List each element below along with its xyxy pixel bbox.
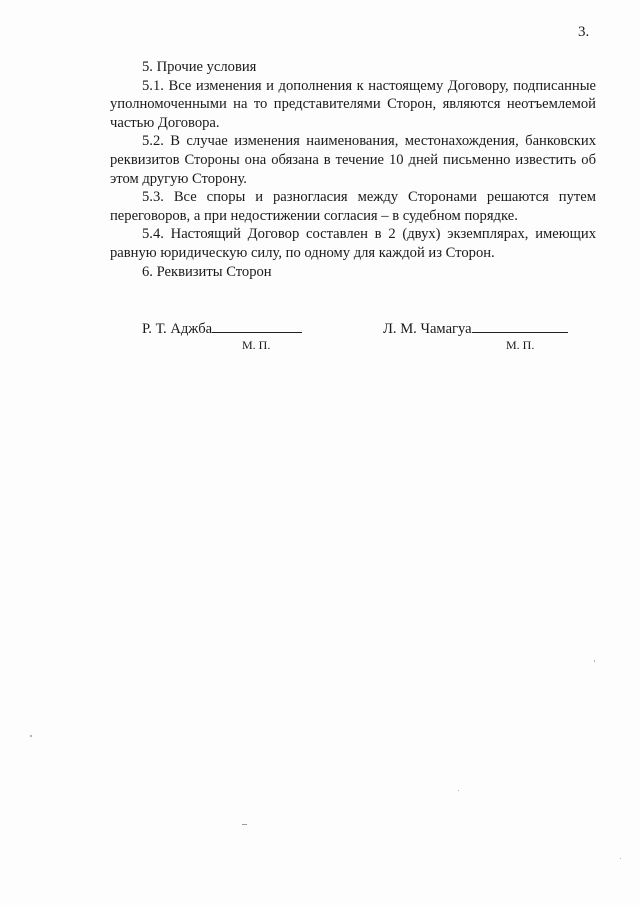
scan-speck (594, 660, 595, 662)
signature-line-right (472, 318, 568, 333)
section-6-heading: 6. Реквизиты Сторон (142, 263, 272, 280)
scan-speck (30, 735, 32, 737)
scan-speck (242, 824, 247, 825)
signature-line-left (212, 318, 302, 333)
stamp-label-left: М. П. (242, 338, 271, 352)
signature-left (142, 318, 302, 338)
signature-right (383, 318, 568, 338)
stamp-label-right: М. П. (506, 338, 535, 352)
paragraph-5-2: 5.2. В случае изменения наименования, местонахождения, банковских реквизитов Стороны она обязана в течение 10 дней письменно известить об этом другую Сторону. (110, 133, 596, 187)
document-body (110, 58, 596, 281)
section-5-heading: 5. Прочие условия (142, 59, 257, 75)
scan-speck (620, 858, 621, 859)
signatory-name-left: Р. Т. Аджба (142, 321, 213, 337)
paragraph-5-4: 5.4. Настоящий Договор составлен в 2 (двух) экземплярах, имеющих равную юридическую силу, по одному для каждой из Сторон. (110, 226, 596, 261)
signature-block (0, 318, 640, 358)
paragraph-5-3: 5.3. Все споры и разногласия между Сторонами решаются путем переговоров, а при недостижении согласия – в судебном порядке. (110, 189, 596, 224)
signatory-name-right: Л. М. Чамагуа (383, 321, 472, 337)
paragraph-5-1: 5.1. Все изменения и дополнения к настоящему Договору, подписанные уполномоченными на то представителями Сторон, являются неотъемлемой частью Договора. (110, 77, 596, 131)
scan-speck (458, 790, 459, 791)
page-number: 3. (578, 24, 590, 40)
